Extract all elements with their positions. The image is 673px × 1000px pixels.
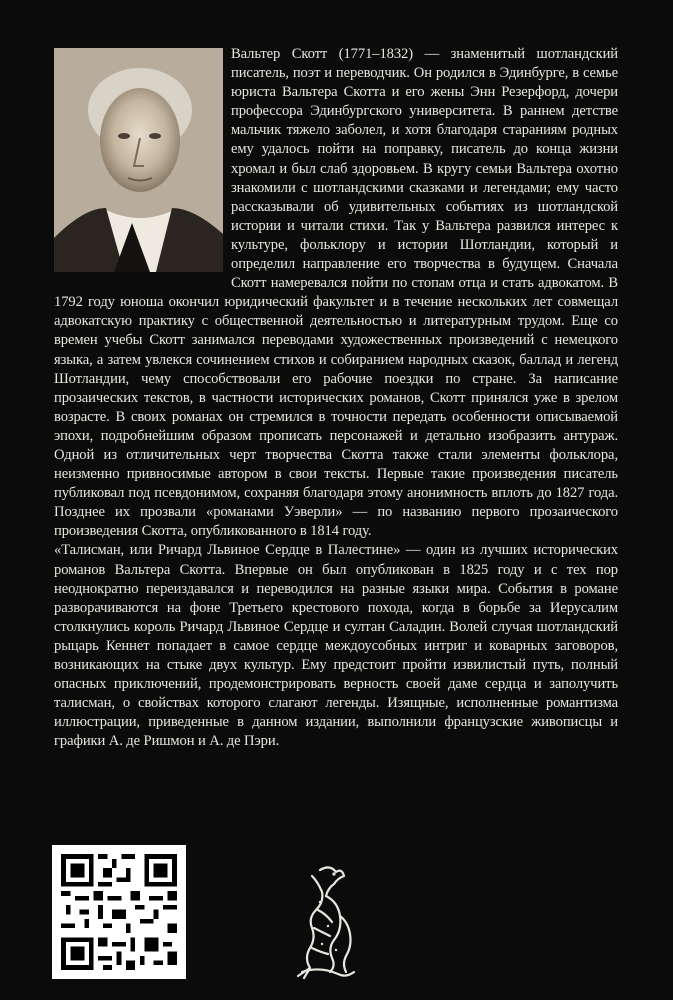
qr-code[interactable] xyxy=(52,845,186,979)
bio-paragraph-author: Вальтер Скотт (1771–1832) — знаменитый шотландский писатель, поэт и переводчик. Он родился в Эдинбурге, в семье юриста Вальтера Скотта и его жены Энн Резерфорд, дочери профессора Эдинбургского университета. В раннем детстве мальчик тяжело заболел, и хотя благодаря стараниям родных ему удалось пойти на поправку, писатель до конца жизни хромал и был слаб здоровьем. В кругу семьи Вальтера охотно знакомили с шотландскими сказками и легендами; ему часто рассказывали об удивительных событиях из шотландской истории и читали стихи. Так у Вальтера развился интерес к культуре, фольклору и истории Шотландии, который и определил направление его творчества в будущем. Сначала Скотт намеревался пойти по стопам отца и стать адвокатом. В 1792 году юноша окончил юридический факультет и в течение нескольких лет совмещал адвокатскую практику с общественной деятельностью и литературным трудом. Еще со времен учебы Скотт занимался переводами художественных произведений с немецкого языка, а затем увлекся сочинением стихов и собиранием народных сказок, баллад и легенд Шотландии, чему способствовали его рабочие поездки по стране. За написание прозаических текстов, в частности исторических романов, Скотт принялся уже в зрелом возрасте. В своих романах он стремился в точности передать особенности описываемой эпохи, подробнейшим образом прописать персонажей и детально изобразить антураж. Одной из отличительных черт творчества Скотта также стали элементы фольклора, неизменно привносимые автором в свои тексты. Первые такие произведения писатель публиковал под псевдонимом, сохраняя благодаря этому анонимность вплоть до 1827 года. Позднее их прозвали «романами Уэверли» — по названию первого прозаического произведения Скотта, опубликованного в 1814 году. xyxy=(54,46,618,540)
portrait-spacer xyxy=(54,45,231,275)
bio-paragraph-novel: «Талисман, или Ричард Львиное Сердце в Палестине» — один из лучших исторических романов Вальтера Скотта. Впервые он был опубликован в 1825 году и с тех пор неоднократно переиздавался и переводился на разные языки мира. События в романе разворачиваются на фоне Третьего крестового похода, когда в борьбе за Иерусалим столкнулись король Ричард Львиное Сердце и султан Саладин. Волей случая шотландский рыцарь Кеннет попадает в самое сердце междоусобных интриг и коварных заговоров, возникающих на стыке двух культур. Ему предстоит пройти извилистый путь, полный опасных приключений, продемонстрировать верность своей даме сердца и заполучить талисман, о свойствах которого слагают легенды. Изящные, исполненные романтизма иллюстрации, приведенные в данном издании, выполнили французские живописцы и графики А. де Ришмон и А. де Пэри. xyxy=(54,542,618,750)
publisher-dragon-logo-icon xyxy=(290,862,362,980)
publisher-logo xyxy=(290,862,362,980)
qr-code-icon xyxy=(52,845,186,979)
biography-text xyxy=(54,45,618,751)
